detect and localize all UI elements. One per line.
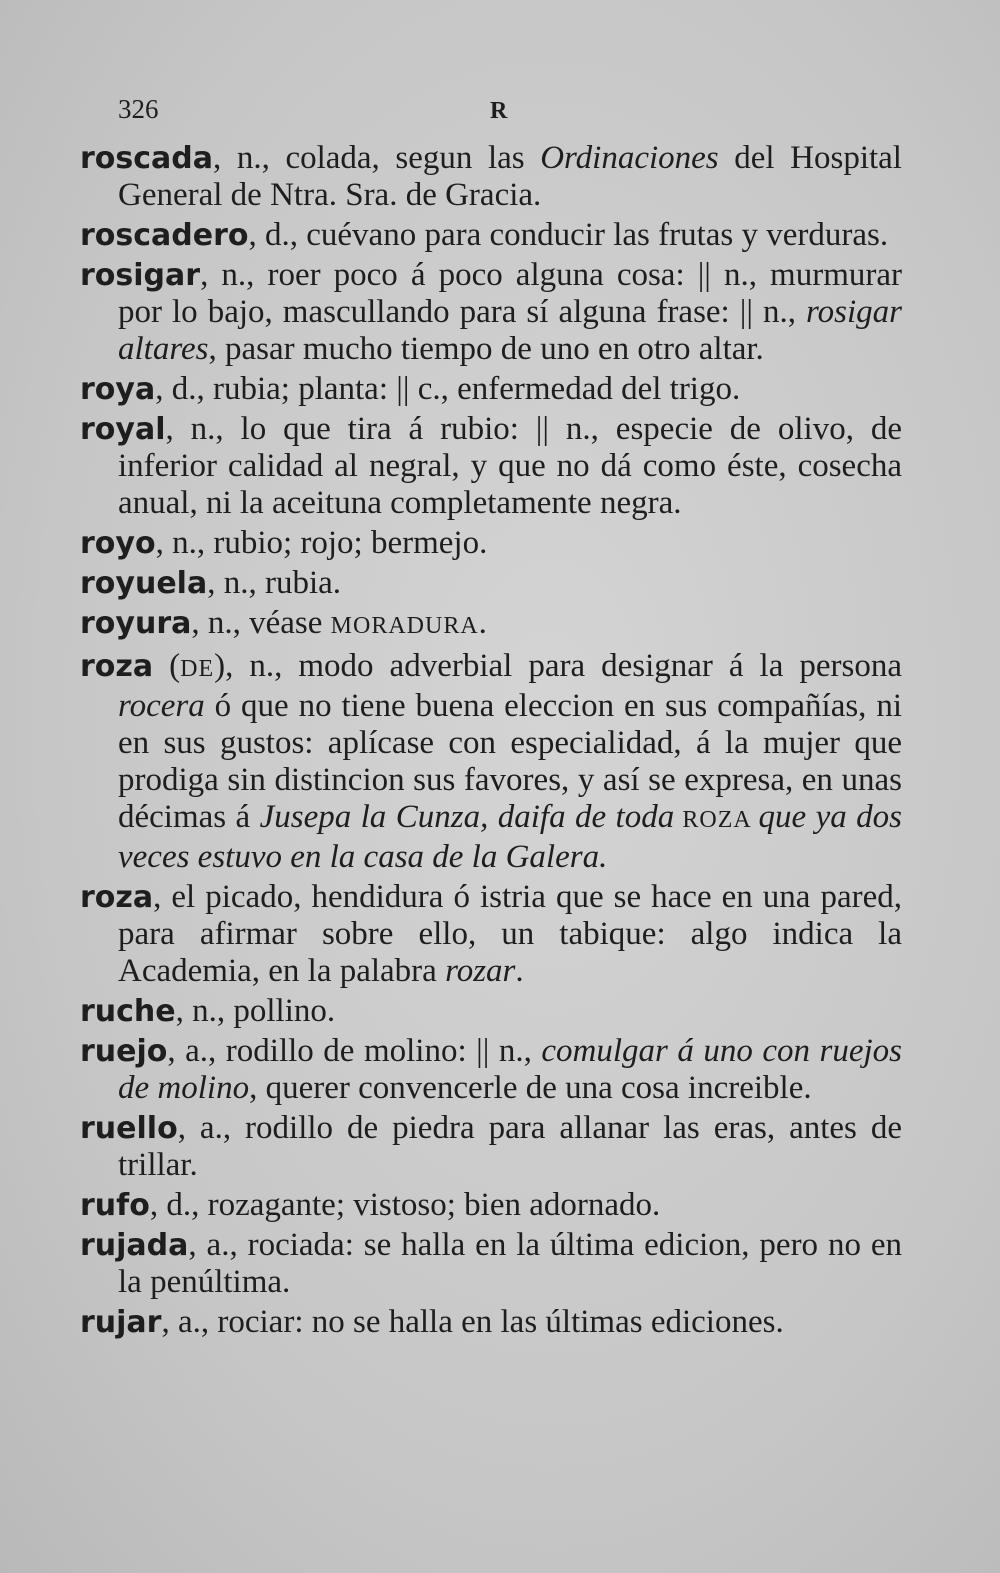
definition-text: ó que no tiene buena eleccion en sus compañías, ni en sus gustos: aplícase con especialidad, á la mujer que prodiga sin distincion sus favores, y así se expresa, en unas décimas á <box>118 688 902 835</box>
headword: rosigar <box>80 258 201 293</box>
small-caps-text: ROZA <box>674 807 759 833</box>
entry-ruche <box>80 993 902 1030</box>
page-number: 326 <box>118 94 159 124</box>
definition-text: , d., cuévano para conducir las frutas y verduras. <box>248 217 889 253</box>
definition-text: , n., pollino. <box>175 993 336 1029</box>
entry-royal <box>80 411 902 522</box>
italic-text: que ya dos veces estuvo en la casa de la Galera. <box>118 799 902 875</box>
page-header <box>118 94 898 134</box>
definition-text: , n., roer poco á poco alguna cosa: || n., murmurar por lo bajo, mascullando para sí alguna frase: || n., <box>118 257 902 330</box>
definition-text: , pasar mucho tiempo de uno en otro altar. <box>208 331 764 367</box>
headword: royura <box>80 606 192 641</box>
definition-text: , querer convencerle de una cosa increible. <box>249 1070 812 1106</box>
entry-ruello <box>80 1110 902 1184</box>
headword: royal <box>80 412 166 447</box>
definition-text: . <box>515 953 524 989</box>
entry-roza <box>80 879 902 990</box>
definition-text: , d., rubia; planta: || c., enfermedad del trigo. <box>155 371 741 407</box>
italic-text: Jusepa la Cunza, daifa de toda <box>259 799 675 835</box>
definition-text: ) <box>214 648 226 684</box>
italic-text: comulgar á uno con ruejos de molino <box>118 1033 902 1106</box>
definition-text: , n., véase <box>191 605 331 641</box>
entry-roya <box>80 371 902 408</box>
headword: roza <box>80 880 154 915</box>
definition-text: , a., rodillo de molino: || n., <box>167 1033 542 1069</box>
definition-text: , n., rubio; rojo; bermejo. <box>155 525 488 561</box>
definition-text: , el picado, hendidura ó istria que se hace en una pared, para afirmar sobre ello, un tabique: algo indica la Academia, en la palabra <box>118 879 902 989</box>
entry-royura <box>80 605 902 645</box>
headword: ruejo <box>80 1034 168 1069</box>
italic-text: Ordinaciones <box>540 140 719 176</box>
small-caps-text: DE <box>180 656 215 682</box>
entry-rosigar <box>80 257 902 368</box>
entry-royuela <box>80 565 902 602</box>
small-caps-text: MORADURA <box>330 613 479 639</box>
entry-ruejo <box>80 1033 902 1107</box>
italic-text: rosigar altares <box>118 294 902 367</box>
headword: roscadero <box>80 218 249 253</box>
entry-roza-de <box>80 648 902 876</box>
entry-roscadero <box>80 217 902 254</box>
headword: rujada <box>80 1228 189 1263</box>
headword: roya <box>80 372 156 407</box>
headword: royuela <box>80 566 208 601</box>
headword: ruche <box>80 994 176 1029</box>
headword: roza <box>80 649 154 684</box>
entry-roscada <box>80 140 902 214</box>
entry-rujada <box>80 1227 902 1301</box>
definition-text: , a., rociar: no se halla en las últimas ediciones. <box>161 1304 784 1340</box>
definition-text: , n., rubia. <box>207 565 342 601</box>
definition-text: , n., modo adverbial para designar á la persona <box>225 648 902 684</box>
headword: rufo <box>80 1188 150 1223</box>
headword: roscada <box>80 141 214 176</box>
definition-text: . <box>478 605 487 641</box>
definition-text: , n., lo que tira á rubio: || n., especie de olivo, de inferior calidad al negral, y que no dá como éste, cosecha anual, ni la aceituna completamente negra. <box>118 411 902 521</box>
section-letter: R <box>490 98 508 124</box>
definition-text: del Hospital General de Ntra. Sra. de Gracia. <box>118 140 902 213</box>
headword: royo <box>80 526 156 561</box>
entry-rufo <box>80 1187 902 1224</box>
headword: rujar <box>80 1305 162 1340</box>
dictionary-entries <box>80 140 902 1344</box>
definition-text: , a., rodillo de piedra para allanar las eras, antes de trillar. <box>118 1110 902 1183</box>
definition-text: , d., rozagante; vistoso; bien adornado. <box>149 1187 661 1223</box>
entry-rujar <box>80 1304 902 1341</box>
italic-text: rocera <box>118 688 205 724</box>
definition-text: ( <box>153 648 181 684</box>
definition-text: , n., colada, segun las <box>213 140 541 176</box>
headword: ruello <box>80 1111 178 1146</box>
definition-text: , a., rociada: se halla en la última edicion, pero no en la penúltima. <box>118 1227 902 1300</box>
italic-text: rozar <box>445 953 516 989</box>
entry-royo <box>80 525 902 562</box>
